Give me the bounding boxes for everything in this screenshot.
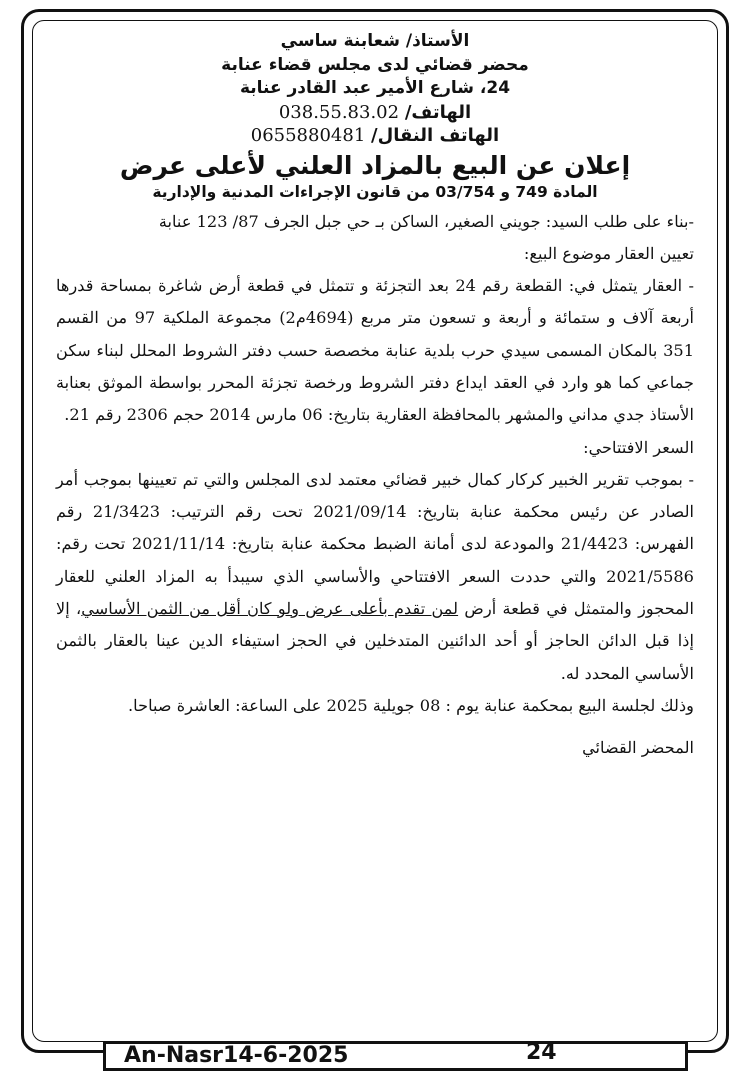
phone-label: الهاتف/ [404,101,472,123]
property-heading: تعيين العقار موضوع البيع: [523,243,694,263]
signature: المحضر القضائي [582,738,694,758]
page-number: 24 [526,1040,557,1065]
bailiff-name: الأستاذ/ شعابنة ساسي [280,31,470,51]
mobile-number: 0655880481 [250,125,366,146]
price-paragraph [56,464,694,690]
announcement [56,30,694,764]
mobile-label: الهاتف النقال/ [371,125,500,146]
applicant-paragraph: -بناء على طلب السيد: جويني الصغير، الساكن بـ حي جبل الجرف 87/ 123 عنابة [158,211,694,231]
bailiff-address: 24، شارع الأمير عبد القادر عنابة [239,78,511,98]
session-paragraph: وذلك لجلسة البيع بمحكمة عنابة يوم : 08 جويلية 2025 على الساعة: العاشرة صباحا. [128,695,694,715]
underlined-condition: لمن تقدم بأعلى عرض ولو كان أقل من الثمن الأساسي [81,599,459,619]
newspaper-source: An-Nasr14-6-2025 [124,1043,349,1068]
price-text-end: ، إلا إذا قبل الدائن الحاجز أو أحد الدائنين المتدخلين في الحجز استيفاء الدين عينا بالعقار بالثمن الأساسي المحدد له. [56,599,694,683]
page-footer [103,1041,688,1071]
property-description: - العقار يتمثل في: القطعة رقم 24 بعد التجزئة و تتمثل في قطعة أرض شاغرة بمساحة قدرها أربعة آلاف و ستمائة و أربعة و تسعون متر مربع (4694م2) مجموعة الملكية 97 من القسم 351 بالمكان المسمى سيدي حرب بلدية عنابة مخصصة حسب دفتر الشروط المحلل لبناء سكن جماعي كما هو وارد في العقد ايداع دفتر الشروط ورخصة تجزئة المحرر بواسطة الموثق بعنابة الأستاذ جدي مداني والمشهر بالمحافظة العقارية بتاريخ: 06 مارس 2014 حجم 2306 رقم 21. [56,276,694,425]
phone-line [56,101,694,125]
phone-number: 038.55.83.02 [278,101,400,123]
bailiff-role: محضر قضائي لدى مجلس قضاء عنابة [221,54,529,75]
price-heading: السعر الافتتاحي: [583,437,694,457]
mobile-line [56,124,694,148]
legal-reference: المادة 749 و 03/754 من قانون الإجراءات المدنية والإدارية [152,182,598,201]
announcement-title: إعلان عن البيع بالمزاد العلني لأعلى عرض [119,150,631,180]
price-text-start: - بموجب تقرير الخبير كركار كمال خبير قضائي معتمد لدى المجلس والتي تم تعيينها بموجب أمر الصادر عن رئيس محكمة عنابة بتاريخ: 2021/09/14 تحت رقم الترتيب: 21/3423 رقم الفهرس: 21/4423 والمودعة لدى أمانة الضبط محكمة عنابة بتاريخ: 2021/11/14 تحت رقم: 2021/5586 والتي حددت السعر الافتتاحي والأساسي الذي سيبدأ به المزاد العلني للعقار المحجوز والمتمثل في قطعة أرض [56,469,694,619]
